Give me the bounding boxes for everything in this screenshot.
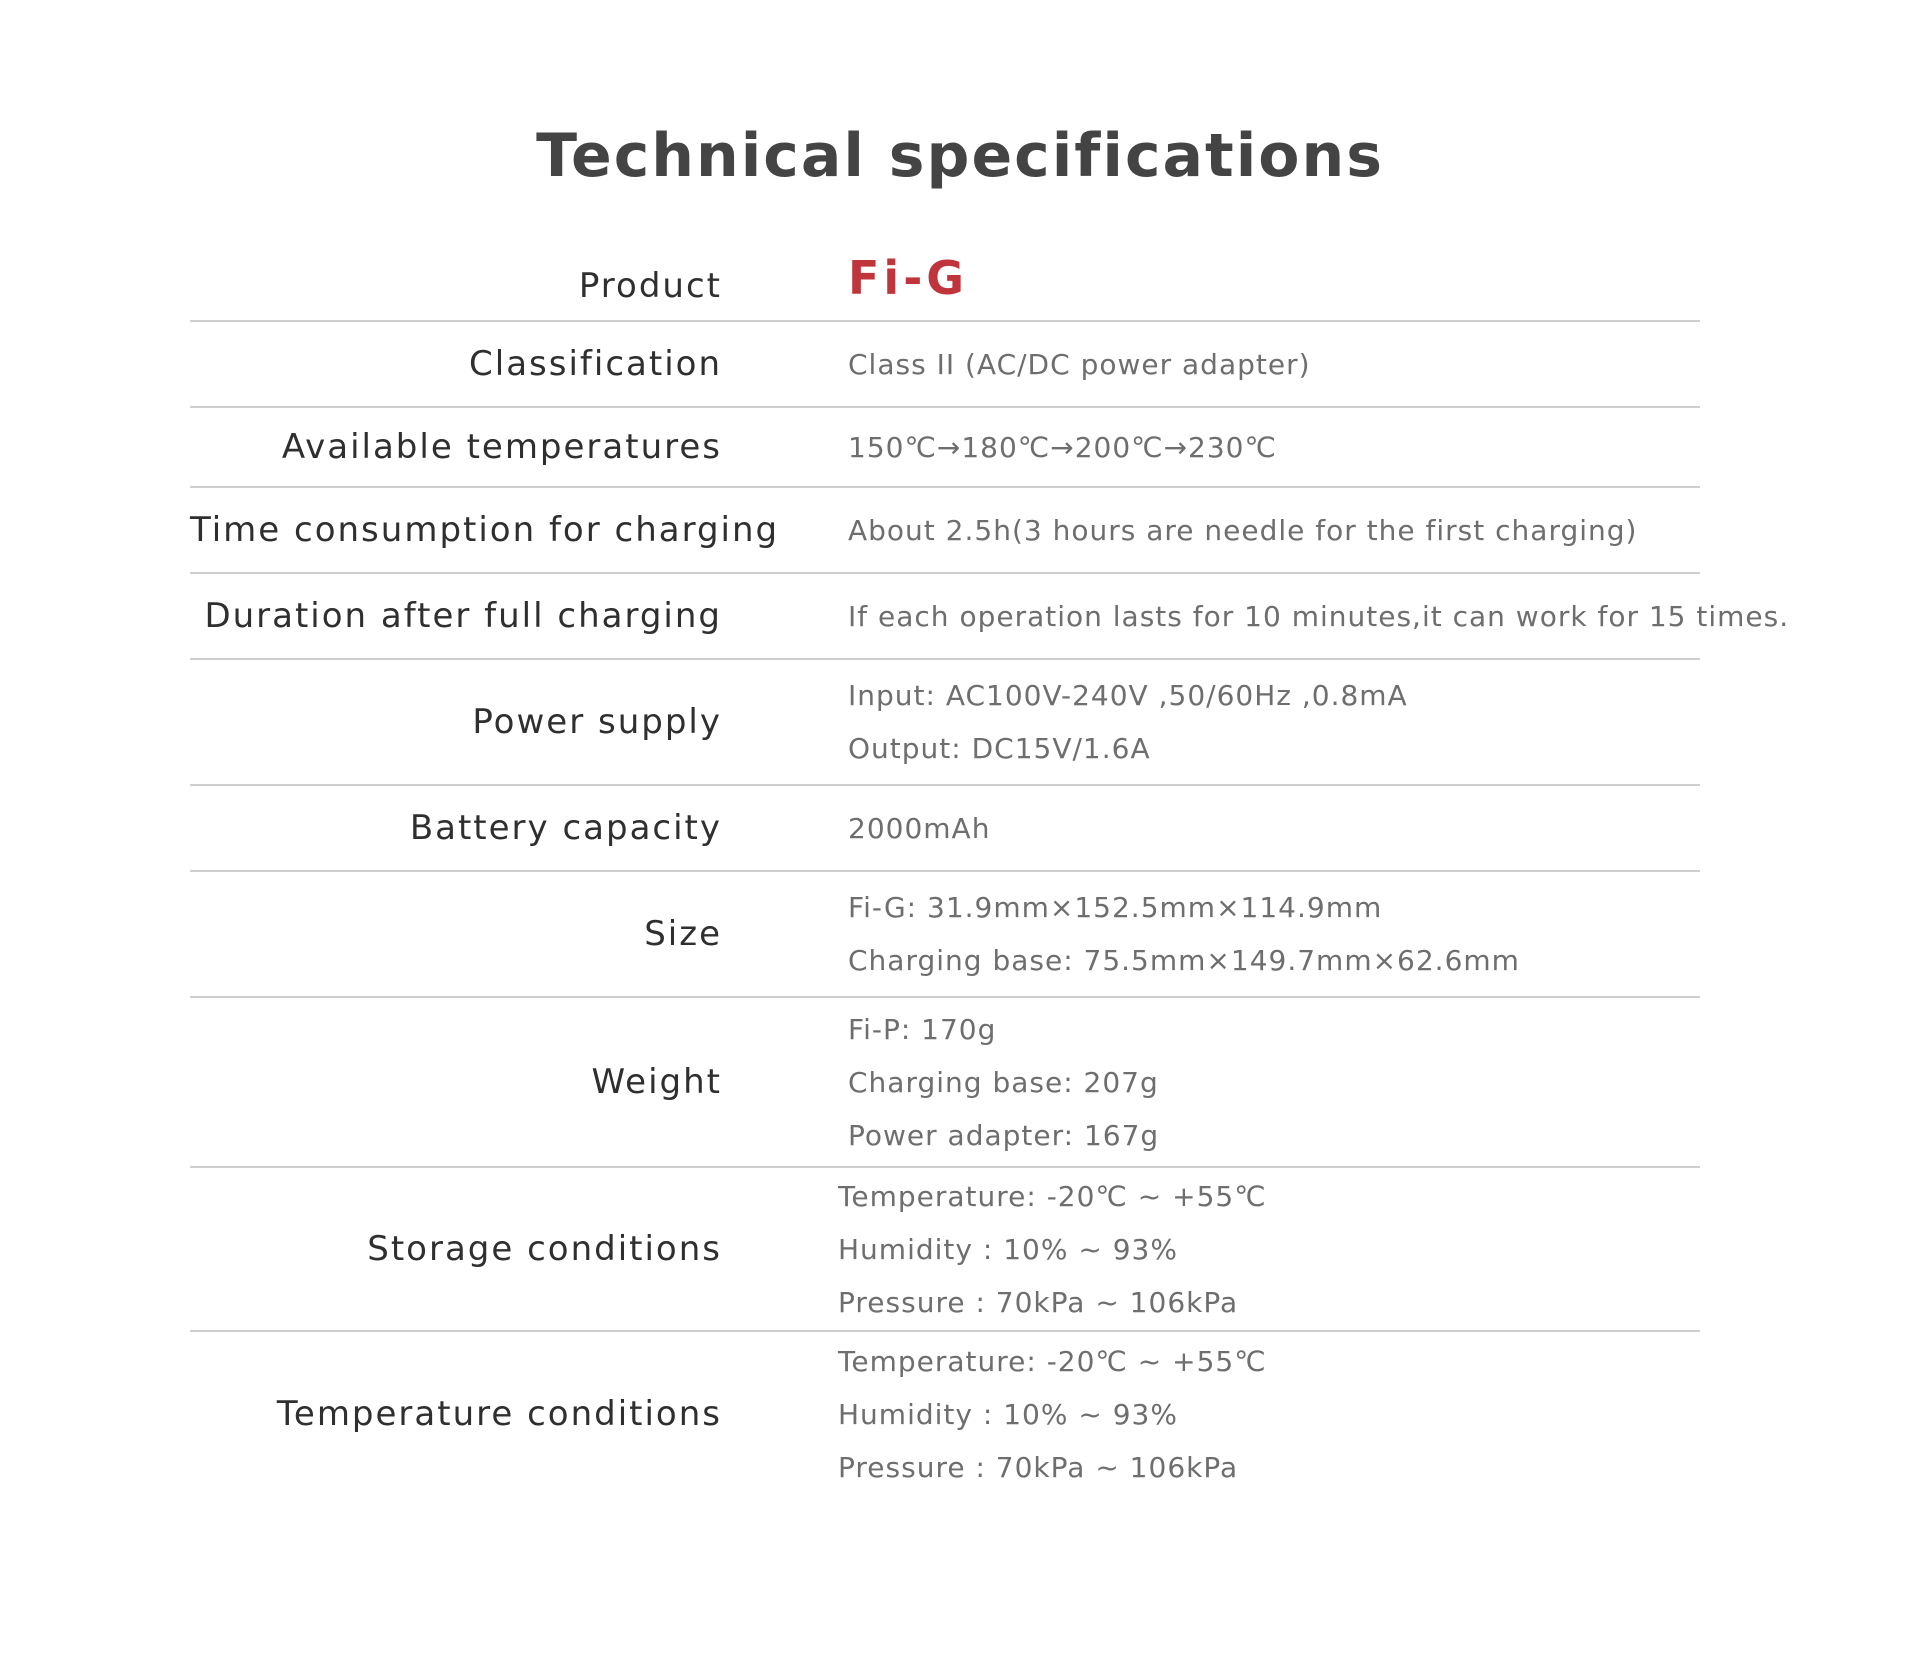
spec-value-size-device: Fi-G: 31.9mm×152.5mm×114.9mm bbox=[848, 891, 1383, 924]
spec-label-product: Product bbox=[578, 266, 722, 306]
spec-value-group-charging-time bbox=[848, 504, 1637, 557]
spec-value-group-weight bbox=[848, 1003, 1159, 1162]
spec-value-power-input: Input: AC100V-240V ,50/60Hz ,0.8mA bbox=[848, 679, 1408, 712]
spec-label-temperature-conditions: Temperature conditions bbox=[276, 1394, 722, 1434]
spec-value-storage-temperature: Temperature: -20℃ ~ +55℃ bbox=[838, 1179, 1267, 1213]
spec-value-group-battery-capacity bbox=[848, 802, 990, 855]
spec-row-power-supply bbox=[190, 660, 1700, 786]
spec-value-group-product bbox=[848, 248, 968, 308]
spec-value-available-temperatures: 150℃→180℃→200℃→230℃ bbox=[848, 430, 1277, 464]
spec-value-group-storage-conditions bbox=[838, 1170, 1267, 1329]
spec-value-duration: If each operation lasts for 10 minutes,it can work for 15 times. bbox=[848, 599, 1790, 633]
spec-row-size bbox=[190, 872, 1700, 998]
spec-label-storage-conditions: Storage conditions bbox=[367, 1229, 722, 1269]
spec-value-size-base: Charging base: 75.5mm×149.7mm×62.6mm bbox=[848, 944, 1520, 977]
spec-row-available-temperatures bbox=[190, 408, 1700, 488]
spec-label-weight: Weight bbox=[591, 1062, 722, 1102]
spec-row-storage-conditions bbox=[190, 1168, 1700, 1332]
spec-row-temperature-conditions bbox=[190, 1332, 1700, 1496]
spec-label-charging-time: Time consumption for charging bbox=[190, 510, 780, 550]
spec-value-operating-temperature: Temperature: -20℃ ~ +55℃ bbox=[838, 1344, 1267, 1378]
spec-label-classification: Classification bbox=[469, 344, 722, 384]
page-title: Technical specifications bbox=[536, 121, 1384, 191]
spec-value-classification: Class II (AC/DC power adapter) bbox=[848, 347, 1311, 381]
spec-label-size: Size bbox=[644, 914, 722, 954]
spec-row-weight bbox=[190, 998, 1700, 1168]
spec-value-charging-time: About 2.5h(3 hours are needle for the first charging) bbox=[848, 513, 1638, 547]
spec-row-battery-capacity bbox=[190, 786, 1700, 872]
product-name-value: Fi-G bbox=[848, 251, 969, 305]
spec-value-power-output: Output: DC15V/1.6A bbox=[848, 732, 1151, 765]
spec-label-power-supply: Power supply bbox=[472, 702, 722, 742]
spec-value-storage-humidity: Humidity : 10% ~ 93% bbox=[838, 1232, 1178, 1266]
spec-value-weight-base: Charging base: 207g bbox=[848, 1065, 1159, 1099]
spec-value-storage-pressure: Pressure : 70kPa ~ 106kPa bbox=[838, 1285, 1239, 1319]
spec-value-weight-device: Fi-P: 170g bbox=[848, 1012, 997, 1046]
spec-value-operating-pressure: Pressure : 70kPa ~ 106kPa bbox=[838, 1450, 1239, 1484]
spec-value-weight-adapter: Power adapter: 167g bbox=[848, 1118, 1160, 1152]
spec-row-product bbox=[190, 240, 1700, 322]
spec-label-duration: Duration after full charging bbox=[204, 596, 722, 636]
spec-value-group-classification bbox=[848, 338, 1311, 391]
spec-value-group-temperature-conditions bbox=[838, 1335, 1267, 1494]
spec-value-group-available-temperatures bbox=[848, 421, 1277, 474]
spec-value-group-size bbox=[848, 881, 1520, 987]
spec-row-duration bbox=[190, 574, 1790, 660]
spec-value-group-power-supply bbox=[848, 669, 1408, 775]
spec-label-available-temperatures: Available temperatures bbox=[281, 427, 722, 467]
spec-label-battery-capacity: Battery capacity bbox=[409, 808, 722, 848]
spec-value-operating-humidity: Humidity : 10% ~ 93% bbox=[838, 1397, 1178, 1431]
spec-value-battery-capacity: 2000mAh bbox=[848, 811, 991, 845]
spec-table bbox=[190, 240, 1790, 1496]
spec-row-classification bbox=[190, 322, 1700, 408]
spec-row-charging-time bbox=[190, 488, 1700, 574]
spec-value-group-duration bbox=[848, 590, 1789, 643]
